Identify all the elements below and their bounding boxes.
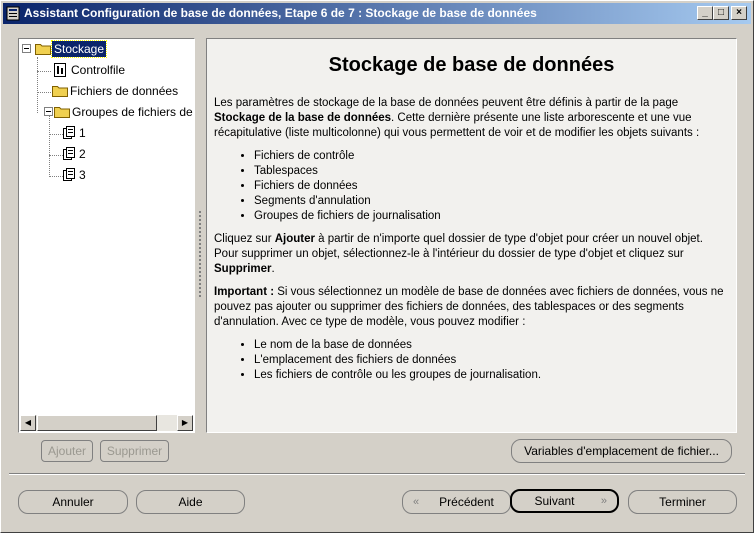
tree-item-group-2[interactable] bbox=[63, 146, 123, 162]
help-title: Stockage de base de données bbox=[328, 54, 615, 76]
tree-item-storage[interactable] bbox=[22, 41, 192, 57]
help-button[interactable]: Aide bbox=[136, 490, 245, 514]
next-button[interactable] bbox=[510, 489, 619, 513]
close-button[interactable]: × bbox=[731, 6, 747, 20]
add-button[interactable]: Ajouter bbox=[41, 440, 93, 462]
list-item: • Fichiers de contrôle bbox=[254, 149, 727, 164]
help-panel bbox=[206, 38, 737, 433]
scroll-left-icon[interactable]: ◀ bbox=[20, 415, 36, 431]
scroll-thumb[interactable] bbox=[37, 415, 157, 431]
tree-label-group: 2 bbox=[79, 147, 86, 161]
tree-label-storage: Stockage bbox=[54, 42, 105, 56]
cancel-button[interactable]: Annuler bbox=[18, 490, 128, 514]
delete-button[interactable]: Supprimer bbox=[100, 440, 169, 462]
help-paragraph-2: Cliquez sur Ajouter à partir de n'importe quel dossier de type d'objet pour créer un nouvel objet. Pour supprimer un objet, sélectionnez-le à l'intérieur du dossier de type d'objet et cliquez sur Supprimer. bbox=[214, 233, 703, 275]
collapse-icon[interactable] bbox=[44, 107, 53, 116]
list-item: • Groupes de fichiers de journalisation bbox=[254, 209, 727, 224]
folder-icon bbox=[54, 106, 70, 118]
tree-label-group: 1 bbox=[79, 126, 86, 140]
tree-horizontal-scrollbar[interactable] bbox=[20, 415, 193, 431]
tree-label-datafiles: Fichiers de données bbox=[70, 84, 179, 98]
help-body bbox=[214, 96, 727, 391]
previous-label: Précédent bbox=[439, 495, 494, 509]
help-paragraph-3: Important : Si vous sélectionnez un modèle de base de données avec fichiers de données, vous ne pouvez pas ajouter ou supprimer des fichiers de données, des tablespaces or des segments d'annulation. Avec ce type de modèle, vous pouvez modifier : bbox=[214, 286, 724, 328]
collapse-icon[interactable] bbox=[22, 44, 31, 53]
separator bbox=[9, 473, 745, 475]
tree-item-log-groups[interactable] bbox=[39, 104, 195, 120]
file-location-variables-button[interactable]: Variables d'emplacement de fichier... bbox=[511, 439, 732, 463]
tree-item-group-1[interactable] bbox=[63, 125, 123, 141]
tree-item-group-3[interactable] bbox=[63, 167, 123, 183]
log-group-icon bbox=[63, 147, 75, 161]
log-group-icon bbox=[63, 168, 75, 182]
chevron-left-icon: « bbox=[413, 496, 420, 508]
finish-button[interactable]: Terminer bbox=[628, 490, 737, 514]
app-icon bbox=[6, 6, 20, 21]
previous-button[interactable] bbox=[402, 490, 511, 514]
folder-icon bbox=[35, 43, 51, 55]
help-paragraph-1: Les paramètres de stockage de la base de données peuvent être définis à partir de la page Stockage de la base de données. Cette dernière présente une liste arborescente et une vue récapitulative (liste multicolonne) qui vous permettent de voir et de modifier les objets suivants : bbox=[214, 97, 700, 139]
next-label: Suivant bbox=[534, 494, 575, 508]
tree-label-log-groups: Groupes de fichiers de bbox=[72, 105, 193, 119]
tree-item-controlfile[interactable] bbox=[39, 62, 189, 78]
scroll-right-icon[interactable]: ▶ bbox=[177, 415, 193, 431]
list-item: • Fichiers de données bbox=[254, 179, 727, 194]
window-title: Assistant Configuration de base de données, Etape 6 de 7 : Stockage de base de données bbox=[24, 6, 537, 20]
minimize-button[interactable]: _ bbox=[697, 6, 713, 20]
help-list-objects bbox=[254, 149, 727, 224]
storage-tree[interactable] bbox=[18, 38, 195, 433]
panel-splitter[interactable] bbox=[198, 211, 202, 301]
tree-label-controlfile: Controlfile bbox=[71, 63, 126, 77]
controlfile-icon bbox=[54, 63, 66, 77]
chevron-right-icon: » bbox=[600, 495, 607, 507]
maximize-button[interactable]: □ bbox=[713, 6, 729, 20]
list-item: • Tablespaces bbox=[254, 164, 727, 179]
title-bar[interactable] bbox=[3, 3, 751, 24]
help-list-modifiable bbox=[254, 338, 727, 383]
log-group-icon bbox=[63, 126, 75, 140]
tree-item-datafiles[interactable] bbox=[39, 83, 189, 99]
list-item: • L'emplacement des fichiers de données bbox=[254, 353, 727, 368]
folder-icon bbox=[52, 85, 68, 97]
list-item: • Les fichiers de contrôle ou les groupes de journalisation. bbox=[254, 368, 727, 383]
list-item: • Le nom de la base de données bbox=[254, 338, 727, 353]
tree-label-group: 3 bbox=[79, 168, 86, 182]
list-item: • Segments d'annulation bbox=[254, 194, 727, 209]
